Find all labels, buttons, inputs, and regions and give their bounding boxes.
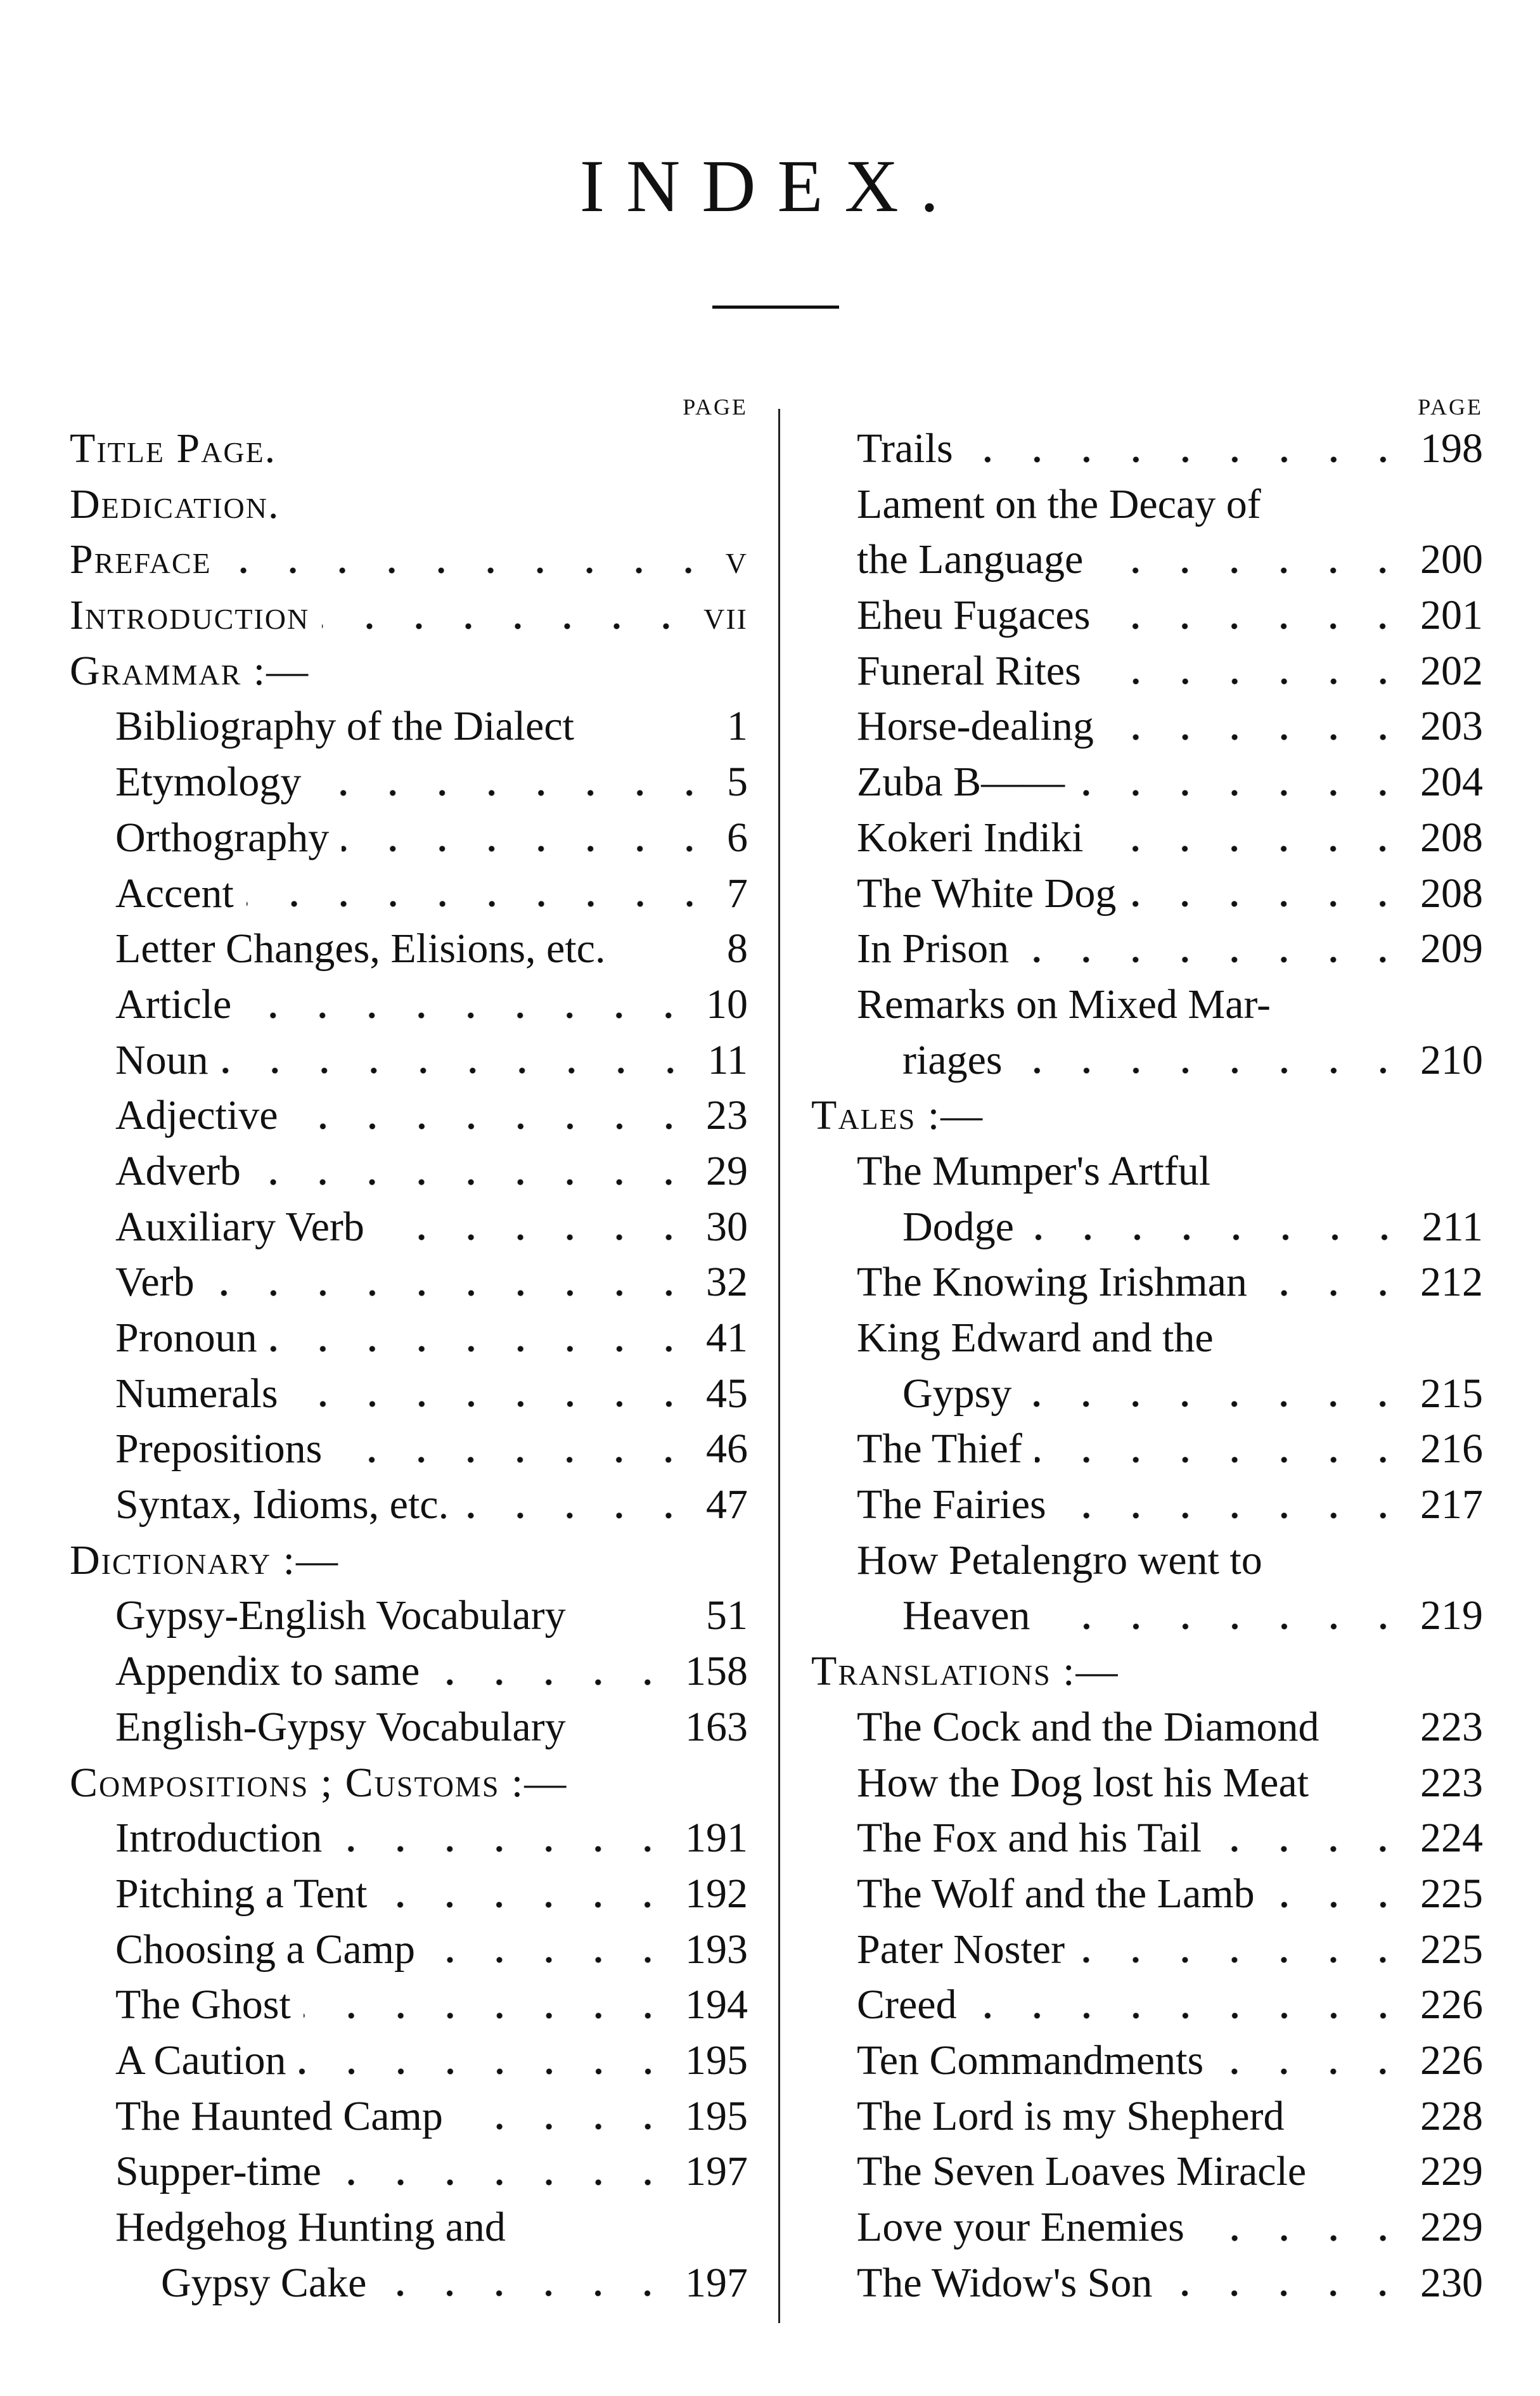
entry-label: A Caution [115,2037,286,2084]
index-entry [811,1755,1483,1811]
entry-label: Preface [70,536,212,583]
dot-leader [224,567,713,574]
index-entry [811,699,1483,754]
index-entry [811,1477,1483,1533]
index-entry [811,754,1483,810]
entry-page-number: 197 [685,2259,748,2306]
dot-leader [456,2123,672,2130]
entry-page-number: 208 [1420,870,1483,917]
index-entry [70,588,748,643]
entry-label: Eheu Fugaces [857,592,1091,639]
dot-leader [1129,901,1408,907]
entry-label: Adverb [115,1147,241,1194]
entry-label: Zuba B—— [857,759,1065,806]
dot-leader [1096,567,1408,574]
index-entry [811,1644,1483,1699]
entry-label: English-Gypsy Vocabulary [115,1703,566,1750]
entry-page-number: 200 [1420,536,1483,583]
index-entry [70,2255,748,2311]
entry-label: How the Dog lost his Meat [857,1759,1309,1806]
index-entry [811,1977,1483,2033]
dot-leader [207,1290,693,1296]
index-entry [70,1421,748,1477]
entry-page-number: 217 [1420,1481,1483,1528]
dot-leader [1077,1957,1408,1963]
index-entry [70,1699,748,1755]
index-entry [70,977,748,1033]
entry-page-number: 225 [1420,1926,1483,1973]
index-entry [70,1143,748,1199]
dot-leader [1094,678,1408,685]
entry-page-number: 228 [1420,2092,1483,2139]
index-entry [811,1310,1483,1366]
entry-label: Compositions ; Customs :— [70,1759,568,1806]
index-entry [70,2033,748,2089]
index-entry [811,1143,1483,1199]
dot-leader [270,1346,693,1352]
index-entry [70,1033,748,1088]
entry-label: Trails [857,425,953,472]
index-entry [811,1254,1483,1310]
entry-label: Introduction [115,1815,323,1862]
entry-page-number: 208 [1420,814,1483,861]
index-entry [811,477,1483,532]
dot-leader [291,1123,693,1130]
entry-page-number: 158 [685,1648,748,1695]
dot-leader [1165,2290,1408,2296]
index-entry [70,643,748,699]
dot-leader [428,1957,672,1963]
entry-label: The Widow's Son [857,2259,1153,2306]
dot-leader [1027,1234,1409,1240]
entry-label: Numerals [115,1370,278,1417]
index-column-left [70,393,748,2310]
index-entry [811,1588,1483,1644]
dot-leader [432,1679,672,1685]
entry-label: Creed [857,1981,957,2028]
index-entry [70,532,748,588]
entry-page-number: 223 [1420,1703,1483,1750]
entry-page-number: 204 [1420,759,1483,806]
entry-page-number: 226 [1420,2037,1483,2084]
entry-page-number: 230 [1420,2259,1483,2306]
dot-leader [1096,846,1408,852]
index-entry [70,1477,748,1533]
index-entry [70,1088,748,1143]
dot-leader [1035,1457,1408,1463]
index-entry [811,977,1483,1033]
entry-label: In Prison [857,925,1010,972]
dot-leader [314,790,714,796]
entry-page-number: 32 [706,1259,748,1306]
index-entry [811,1366,1483,1422]
entry-label: Horse-dealing [857,703,1094,750]
entry-label: Appendix to same [115,1648,420,1695]
index-entry [811,1533,1483,1588]
entry-label: Pater Noster [857,1926,1065,1973]
entry-page-number: 163 [685,1703,748,1750]
dot-leader [1267,1902,1408,1908]
entry-page-number: 195 [685,2092,748,2139]
index-entry [811,866,1483,922]
entry-label: The Lord is my Shepherd [857,2092,1285,2139]
entry-page-number: 5 [727,759,748,806]
index-entry [811,1088,1483,1143]
entry-label: The Wolf and the Lamb [857,1870,1255,1917]
dot-leader [380,1902,672,1908]
entry-label: Verb [115,1259,195,1306]
dot-leader [335,1457,693,1463]
entry-list-left [70,421,748,2310]
dot-leader [1059,1512,1408,1519]
entry-page-number: 201 [1420,592,1483,639]
entry-page-number: 45 [706,1370,748,1417]
dot-leader [1024,1401,1408,1407]
index-entry [811,2200,1483,2255]
entry-label: Letter Changes, Elisions, etc. [115,925,606,972]
entry-page-number: 1 [727,703,748,750]
page-column-header: PAGE [1418,394,1483,420]
entry-label: King Edward and the [857,1315,1214,1361]
dot-leader [1107,734,1408,740]
index-entry [70,2200,748,2255]
index-entry [811,1866,1483,1922]
index-entry [70,1533,748,1588]
entry-page-number: 223 [1420,1759,1483,1806]
entry-label: Introduction [70,592,310,639]
index-entry [70,477,748,532]
entry-label: Article [115,981,232,1027]
dot-leader [1216,2068,1408,2075]
dot-leader [1022,956,1408,963]
entry-label: Gypsy [902,1370,1012,1417]
entry-page-number: 6 [727,814,748,861]
entry-page-number: 203 [1420,703,1483,750]
index-entry [70,1310,748,1366]
dot-leader [342,846,714,852]
entry-label: Gypsy-English Vocabulary [115,1592,566,1639]
entry-label: Pronoun [115,1315,257,1361]
entry-page-number: 192 [685,1870,748,1917]
entry-label: Grammar :— [70,647,310,694]
entry-label: The Thief [857,1426,1022,1472]
index-entry [70,810,748,866]
entry-label: Heaven [902,1592,1030,1639]
entry-page-number: 225 [1420,1870,1483,1917]
page-title: INDEX. [579,145,961,228]
entry-label: The Haunted Camp [115,2092,443,2139]
entry-label: riages [902,1036,1003,1083]
dot-leader [1043,1623,1408,1630]
column-divider [778,409,780,2323]
entry-page-number: 216 [1420,1426,1483,1472]
entry-label: Translations :— [811,1648,1119,1695]
dot-leader [221,1067,695,1074]
index-entry [70,754,748,810]
index-entry [70,699,748,754]
entry-label: Syntax, Idioms, etc. [115,1481,449,1528]
entry-label: The Fairies [857,1481,1046,1528]
entry-page-number: 224 [1420,1815,1483,1862]
index-entry [70,1977,748,2033]
entry-page-number: 11 [707,1036,748,1083]
entry-label: Pitching a Tent [115,1870,368,1917]
entry-page-number: 7 [727,870,748,917]
entry-label: Etymology [115,759,302,806]
entry-label: Supper-time [115,2148,321,2195]
dot-leader [1260,1290,1408,1296]
index-entry [70,421,748,477]
entry-label: The Seven Loaves Miracle [857,2148,1307,2195]
index-entry [811,1699,1483,1755]
entry-page-number: 197 [685,2148,748,2195]
entry-label: The Mumper's Artful [857,1147,1211,1194]
entry-page-number: 29 [706,1147,748,1194]
title-rule [712,306,839,309]
entry-label: Hedgehog Hunting and [115,2204,506,2250]
entry-label: The White Dog [857,870,1117,917]
entry-page-number: 23 [706,1092,748,1139]
entry-label: Ten Commandments [857,2037,1204,2084]
entry-page-number: 194 [685,1981,748,2028]
entry-label: Orthography [115,814,330,861]
entry-page-number: 193 [685,1926,748,1973]
dot-leader [253,1179,693,1185]
entry-label: Kokeri Indiki [857,814,1084,861]
index-entry [811,532,1483,588]
entry-label: Lament on the Decay of [857,480,1261,527]
entry-page-number: 211 [1421,1203,1483,1250]
dot-leader [291,1401,693,1407]
entry-label: Dodge [902,1203,1014,1250]
dot-leader [461,1512,693,1519]
entry-label: Noun [115,1036,209,1083]
entry-page-number: vii [703,592,748,639]
entry-page-number: 229 [1420,2204,1483,2250]
index-entry [70,1644,748,1699]
dot-leader [334,2179,672,2186]
index-entry [70,1199,748,1255]
page-column-header: PAGE [683,394,748,420]
entry-page-number: 10 [706,981,748,1027]
dot-leader [1015,1067,1408,1074]
entry-label: Accent [115,870,234,917]
entry-label: Dictionary :— [70,1536,339,1583]
entry-page-number: 226 [1420,1981,1483,2028]
index-entry [811,1421,1483,1477]
index-entry [70,2144,748,2200]
entry-page-number: 219 [1420,1592,1483,1639]
entry-label: Choosing a Camp [115,1926,415,1973]
index-entry [811,1033,1483,1088]
index-entry [811,1922,1483,1978]
entry-label: Bibliography of the Dialect [115,703,574,750]
index-entry [811,421,1483,477]
entry-label: Tales :— [811,1092,984,1139]
entry-label: Title Page. [70,425,277,472]
index-entry [811,810,1483,866]
dot-leader [377,1234,693,1240]
entry-page-number: 209 [1420,925,1483,972]
dot-leader [244,1012,693,1019]
entry-page-number: 191 [685,1815,748,1862]
entry-page-number: 229 [1420,2148,1483,2195]
entry-label: Remarks on Mixed Mar- [857,981,1271,1027]
index-entry [70,921,748,977]
entry-page-number: 47 [706,1481,748,1528]
index-entry [811,2144,1483,2200]
entry-label: Funeral Rites [857,647,1081,694]
index-entry [70,1755,748,1811]
entry-list-right [811,421,1483,2310]
entry-page-number: 202 [1420,647,1483,694]
dot-leader [1103,623,1408,629]
entry-page-number: v [725,536,748,583]
dot-leader [1197,2235,1408,2241]
dot-leader [970,2013,1408,2019]
index-entry [811,1810,1483,1866]
dot-leader [379,2290,672,2296]
entry-page-number: 46 [706,1426,748,1472]
entry-label: The Fox and his Tail [857,1815,1202,1862]
entry-page-number: 198 [1420,425,1483,472]
entry-label: Dedication. [70,480,280,527]
dot-leader [247,901,714,907]
index-entry [811,921,1483,977]
entry-page-number: 8 [727,925,748,972]
entry-label: How Petalengro went to [857,1536,1262,1583]
dot-leader [1077,790,1408,796]
entry-page-number: 212 [1420,1259,1483,1306]
entry-label: The Cock and the Diamond [857,1703,1319,1750]
index-entry [811,643,1483,699]
dot-leader [335,1846,672,1852]
entry-label: Gypsy Cake [161,2259,367,2306]
entry-page-number: 210 [1420,1036,1483,1083]
index-entry [811,2255,1483,2311]
dot-leader [304,2013,672,2019]
entry-label: Adjective [115,1092,278,1139]
dot-leader [966,456,1408,463]
dot-leader [299,2068,672,2075]
entry-label: Auxiliary Verb [115,1203,364,1250]
entry-page-number: 215 [1420,1370,1483,1417]
dot-leader [1214,1846,1408,1852]
index-entry [70,1810,748,1866]
entry-page-number: 41 [706,1315,748,1361]
index-entry [70,1866,748,1922]
entry-label: Prepositions [115,1426,323,1472]
index-entry [811,1199,1483,1255]
index-entry [811,2089,1483,2144]
entry-page-number: 51 [706,1592,748,1639]
entry-label: Love your Enemies [857,2204,1184,2250]
index-entry [811,2033,1483,2089]
index-column-right [811,393,1483,2310]
index-entry [70,2089,748,2144]
entry-page-number: 195 [685,2037,748,2084]
index-entry [70,1922,748,1978]
entry-label: The Ghost [115,1981,291,2028]
entry-page-number: 30 [706,1203,748,1250]
index-entry [811,588,1483,643]
index-entry [70,1588,748,1644]
dot-leader [322,623,691,629]
entry-label: the Language [857,536,1084,583]
index-entry [70,1366,748,1422]
index-entry [70,1254,748,1310]
entry-label: The Knowing Irishman [857,1259,1247,1306]
index-entry [70,866,748,922]
